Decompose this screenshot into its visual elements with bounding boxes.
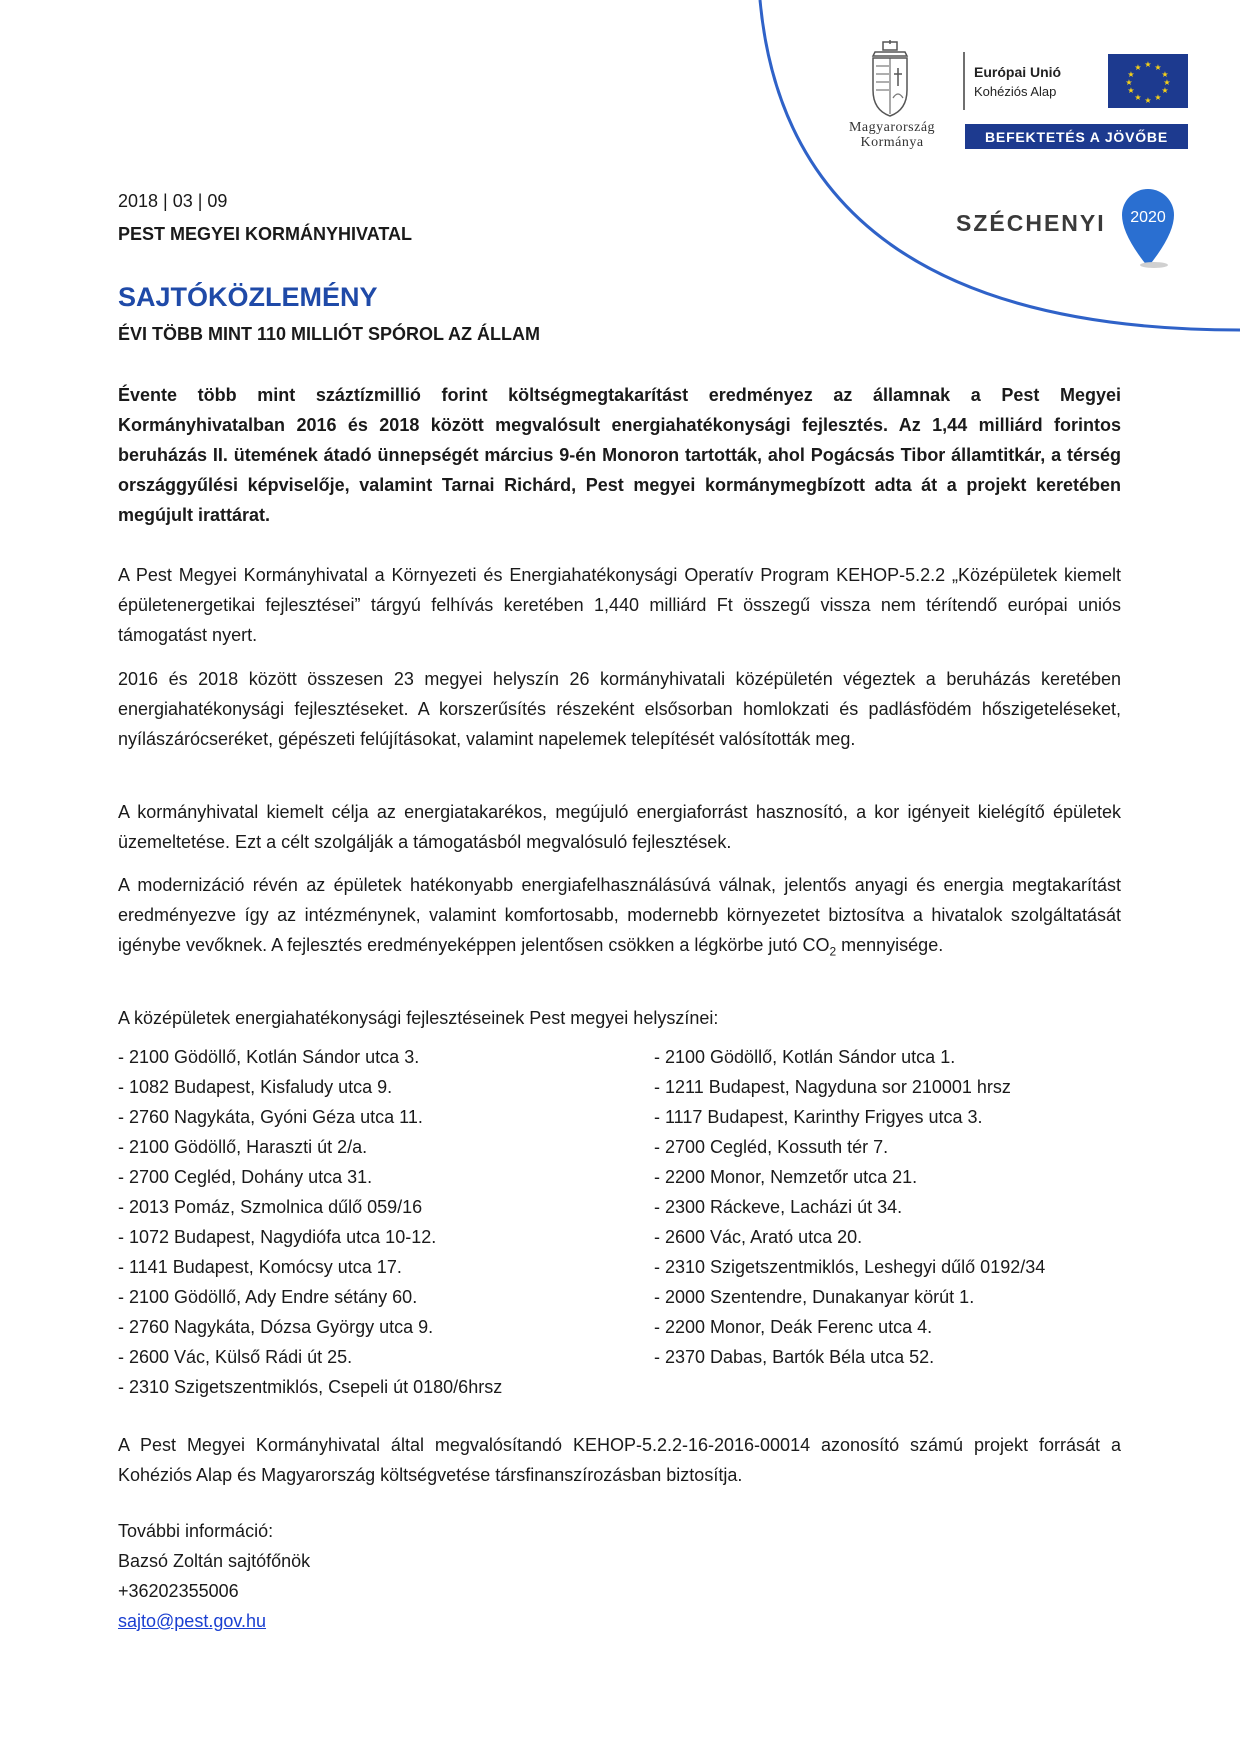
location-item: - 2300 Ráckeve, Lacházi út 34.	[654, 1197, 903, 1217]
location-item: - 2700 Cegléd, Kossuth tér 7.	[654, 1137, 889, 1157]
svg-text:★: ★	[1127, 86, 1135, 95]
location-item: - 2000 Szentendre, Dunakanyar körút 1.	[654, 1287, 975, 1307]
location-item: - 2760 Nagykáta, Dózsa György utca 9.	[118, 1317, 434, 1337]
svg-text:★: ★	[1127, 70, 1135, 79]
location-item: - 2600 Vác, Arató utca 20.	[654, 1227, 863, 1247]
paragraph-3: A kormányhivatal kiemelt célja az energiatakarékos, megújuló energiaforrást hasznosító, a kor igényeit kielégítő épületek üzemeltetése. Ezt a célt szolgálják a támogatásból megvalósuló fejlesztések.	[118, 802, 1121, 852]
szechenyi-logo-text: SZÉCHENYI	[956, 210, 1106, 236]
svg-text:★: ★	[1161, 86, 1169, 95]
locations-intro: A középületek energiahatékonysági fejlesztéseinek Pest megyei helyszínei:	[118, 1008, 719, 1028]
document-date: 2018 | 03 | 09	[118, 191, 228, 211]
location-item: - 2100 Gödöllő, Kotlán Sándor utca 3.	[118, 1047, 420, 1067]
press-release-headline: ÉVI TÖBB MINT 110 MILLIÓT SPÓROL AZ ÁLLAM	[118, 324, 541, 344]
contact-email-link[interactable]: sajto@pest.gov.hu	[118, 1611, 267, 1631]
document-type-title: SAJTÓKÖZLEMÉNY	[118, 282, 378, 312]
contact-phone: +36202355006	[118, 1581, 239, 1601]
eu-slogan: BEFEKTETÉS A JÖVŐBE	[965, 124, 1188, 149]
government-logo-text	[832, 120, 952, 150]
szechenyi-year: 2020	[1130, 209, 1166, 226]
location-item: - 2100 Gödöllő, Haraszti út 2/a.	[118, 1137, 368, 1157]
location-item: - 1211 Budapest, Nagyduna sor 210001 hrsz	[654, 1077, 1011, 1097]
location-item: - 2100 Gödöllő, Kotlán Sándor utca 1.	[654, 1047, 956, 1067]
location-item: - 2200 Monor, Deák Ferenc utca 4.	[654, 1317, 933, 1337]
contact-block	[118, 1516, 310, 1636]
location-item: - 1117 Budapest, Karinthy Frigyes utca 3.	[654, 1107, 983, 1127]
locations-list-right	[654, 1042, 1045, 1372]
svg-text:★: ★	[1154, 93, 1162, 102]
locations-list-left	[118, 1042, 502, 1402]
organization-name: PEST MEGYEI KORMÁNYHIVATAL	[118, 224, 413, 244]
location-item: - 2310 Szigetszentmiklós, Leshegyi dűlő 0192/34	[654, 1257, 1046, 1277]
hungarian-government-crest	[845, 40, 935, 118]
paragraph-2: 2016 és 2018 között összesen 23 megyei helyszín 26 kormányhivatali középületén végeztek a beruházás keretében energiahatékonysági fejlesztéseket. A korszerűsítés részeként elsősorban homlokzati és padlásfödém hőszigeteléseket, nyílászárócseréket, gépészeti felújításokat, valamint napelemek telepítését valósították meg.	[118, 669, 1121, 749]
location-item: - 2310 Szigetszentmiklós, Csepeli út 0180/6hrsz	[118, 1377, 503, 1397]
contact-name: Bazsó Zoltán sajtófőnök	[118, 1551, 311, 1571]
location-item: - 1082 Budapest, Kisfaludy utca 9.	[118, 1077, 393, 1097]
location-item: - 2100 Gödöllő, Ady Endre sétány 60.	[118, 1287, 418, 1307]
eu-stars-icon	[1108, 54, 1188, 108]
location-item: - 2370 Dabas, Bartók Béla utca 52.	[654, 1347, 935, 1367]
svg-text:★: ★	[1163, 78, 1171, 87]
paragraph-4	[118, 870, 1121, 967]
co2-subscript: 2	[829, 944, 837, 959]
svg-text:★: ★	[1134, 63, 1142, 72]
location-item: - 1141 Budapest, Komócsy utca 17.	[118, 1257, 402, 1277]
funding-paragraph: A Pest Megyei Kormányhivatal által megvalósítandó KEHOP-5.2.2-16-2016-00014 azonosító számú projekt forrását a Kohéziós Alap és Magyarország költségvetése társfinanszírozásban biztosítja.	[118, 1435, 1121, 1485]
location-item: - 2700 Cegléd, Dohány utca 31.	[118, 1167, 373, 1187]
location-item: - 2600 Vác, Külső Rádi út 25.	[118, 1347, 353, 1367]
svg-text:★: ★	[1154, 63, 1162, 72]
svg-text:★: ★	[1144, 96, 1152, 105]
svg-text:★: ★	[1144, 60, 1152, 69]
eu-subtitle: Kohéziós Alap	[974, 84, 1057, 99]
lead-paragraph: Évente több mint száztízmillió forint költségmegtakarítást eredményez az államnak a Pest Megyei Kormányhivatalban 2016 és 2018 között megvalósult energiahatékonysági fejlesztés. Az 1,44 milliárd forintos beruházás II. ütemének átadó ünnepségét március 9-én Monoron tartották, ahol Pogácsás Tibor államtitkár, a térség országgyűlési képviselője, valamint Tarnai Richárd, Pest megyei kormánymegbízott adta át a projekt keretében megújult irattárat.	[118, 385, 1121, 525]
paragraph-1: A Pest Megyei Kormányhivatal a Környezeti és Energiahatékonysági Operatív Program KEHOP-5.2.2 „Középületek kiemelt épületenergetikai fejlesztései” tárgyú felhívás keretében 1,440 milliárd Ft összegű vissza nem térítendő európai uniós támogatást nyert.	[118, 565, 1121, 645]
location-item: - 2013 Pomáz, Szmolnica dűlő 059/16	[118, 1197, 423, 1217]
location-item: - 2760 Nagykáta, Gyóni Géza utca 11.	[118, 1107, 423, 1127]
location-item: - 1072 Budapest, Nagydiófa utca 10-12.	[118, 1227, 437, 1247]
gov-logo-line2: Kormánya	[860, 135, 924, 150]
szechenyi-2020-pin-icon	[1118, 187, 1178, 271]
eu-flag-icon	[1108, 54, 1188, 108]
paragraph-4-end: mennyisége.	[836, 935, 944, 955]
paragraph-4-main: A modernizáció révén az épületek hatékonyabb energiafelhasználásúvá válnak, jelentős anyagi és energia megtakarítást eredményezve így az intézménynek, valamint komfortosabb, modernebb környezetet biztosítva a hivatalok szolgáltatását igénybe vevőknek. A fejlesztés eredményeképpen jelentősen csökken a légkörbe jutó CO	[118, 875, 1121, 955]
gov-logo-line1: Magyarország	[848, 120, 936, 135]
eu-title: Európai Unió	[974, 64, 1062, 80]
coat-of-arms-icon	[865, 40, 915, 118]
svg-text:★: ★	[1125, 78, 1133, 87]
eu-divider	[963, 52, 965, 110]
location-item: - 2200 Monor, Nemzetőr utca 21.	[654, 1167, 918, 1187]
svg-text:★: ★	[1134, 93, 1142, 102]
contact-label: További információ:	[118, 1521, 274, 1541]
svg-text:★: ★	[1161, 70, 1169, 79]
